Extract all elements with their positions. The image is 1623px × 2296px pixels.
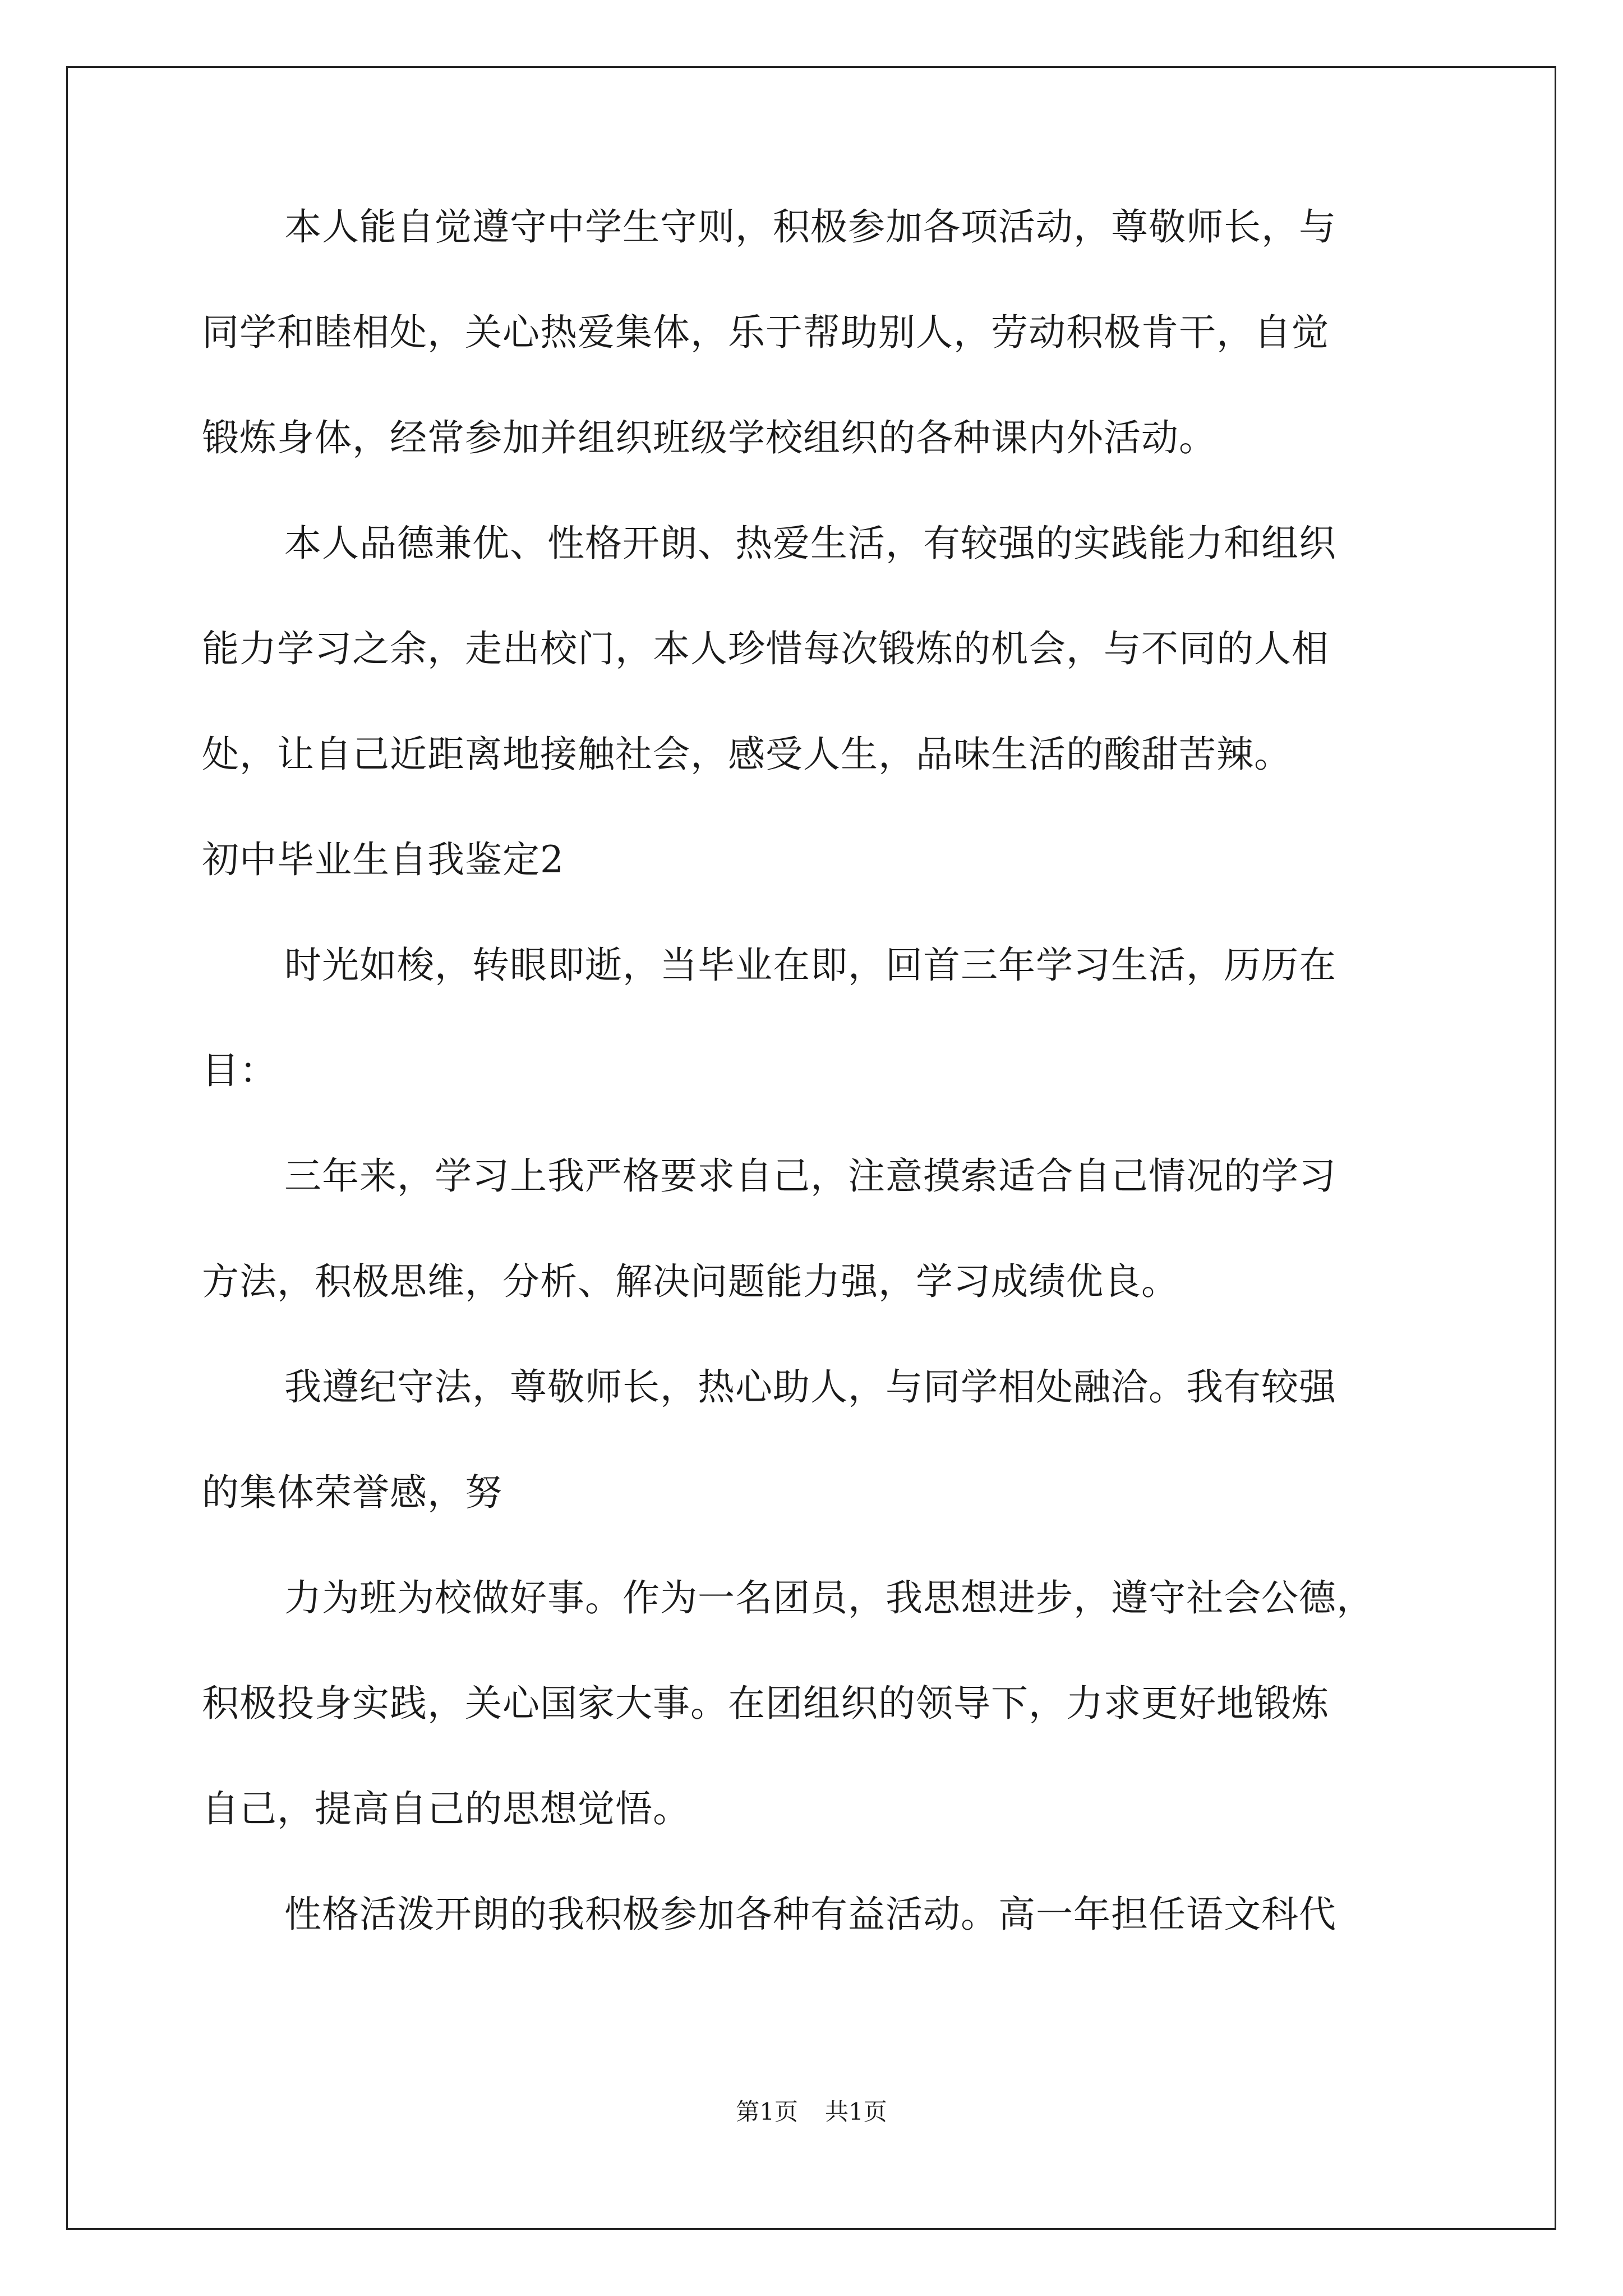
page-footer	[0, 2098, 1623, 2126]
page-number: 第1页	[736, 2098, 798, 2125]
paragraph-line: 积极投身实践，关心国家大事。在团组织的领导下，力求更好地锻炼	[202, 1682, 1329, 1725]
paragraph-line: 性格活泼开朗的我积极参加各种有益活动。高一年担任语文科代	[284, 1893, 1336, 1936]
paragraph-line: 处，让自己近距离地接触社会，感受人生，品味生活的酸甜苦辣。	[202, 733, 1292, 776]
paragraph-line: 锻炼身体，经常参加并组织班级学校组织的各种课内外活动。	[202, 416, 1216, 459]
paragraph-line: 目：	[202, 1049, 277, 1092]
page-total: 共1页	[825, 2098, 887, 2125]
section-heading: 初中毕业生自我鉴定2	[202, 838, 564, 881]
paragraph-line: 方法，积极思维，分析、解决问题能力强，学习成绩优良。	[202, 1260, 1179, 1303]
paragraph-line: 能力学习之余，走出校门，本人珍惜每次锻炼的机会，与不同的人相	[202, 627, 1329, 670]
paragraph-line: 三年来，学习上我严格要求自己，注意摸索适合自己情况的学习	[284, 1154, 1336, 1198]
paragraph-line: 时光如梭，转眼即逝，当毕业在即，回首三年学习生活，历历在	[284, 944, 1336, 987]
paragraph-line: 同学和睦相处，关心热爱集体，乐于帮助别人，劳动积极肯干，自觉	[202, 311, 1329, 354]
paragraph-line: 本人能自觉遵守中学生守则，积极参加各项活动，尊敬师长，与	[284, 205, 1336, 249]
paragraph-line: 本人品德兼优、性格开朗、热爱生活，有较强的实践能力和组织	[284, 522, 1336, 565]
paragraph-line: 我遵纪守法，尊敬师长，热心助人，与同学相处融洽。我有较强	[284, 1365, 1336, 1409]
paragraph-line: 力为班为校做好事。作为一名团员，我思想进步，遵守社会公德，	[284, 1576, 1374, 1619]
paragraph-line: 的集体荣誉感，努	[202, 1471, 502, 1514]
paragraph-line: 自己，提高自己的思想觉悟。	[202, 1787, 690, 1830]
